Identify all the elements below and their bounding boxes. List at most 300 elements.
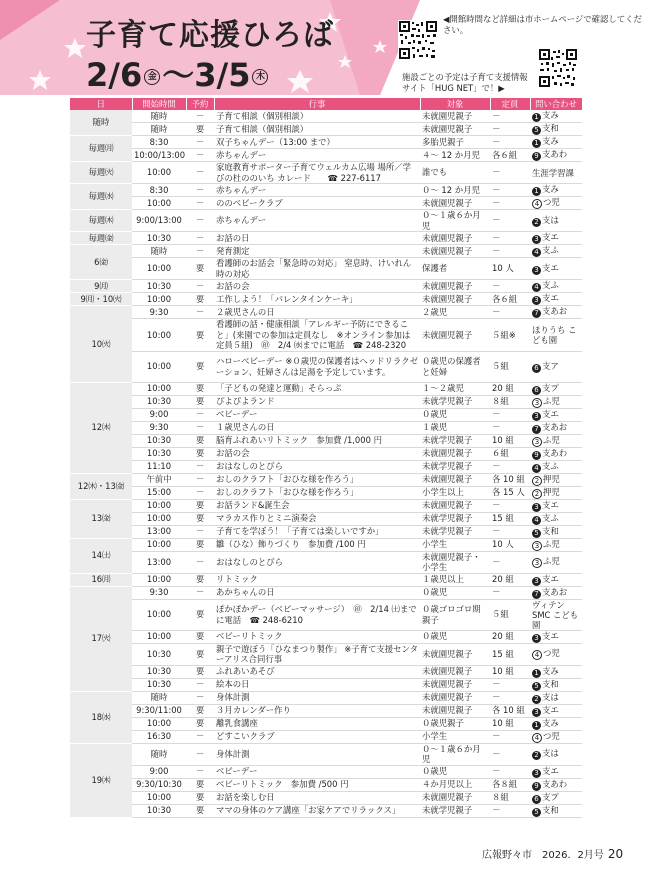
facility-number-badge: 4: [532, 650, 542, 660]
reservation-cell: 要: [186, 395, 214, 408]
start-time-cell: 10:00: [132, 791, 186, 804]
capacity-cell: 各６組: [490, 149, 530, 162]
table-row: [70, 665, 582, 678]
target-cell: 未就園児親子: [420, 665, 490, 678]
inquiry-cell: [530, 434, 582, 447]
column-header-inquiry: 問い合わせ: [530, 98, 582, 110]
reservation-cell: 要: [186, 599, 214, 630]
start-time-cell: 随時: [132, 123, 186, 136]
reservation-cell: －: [186, 473, 214, 486]
capacity-cell: 20 組: [490, 630, 530, 643]
target-cell: ０〜１歳６か月児: [420, 210, 490, 232]
facility-number-badge: 2: [532, 489, 542, 499]
inquiry-cell: [530, 743, 582, 765]
facility-number-badge: 5: [532, 126, 541, 135]
reservation-cell: －: [186, 210, 214, 232]
capacity-cell: －: [490, 408, 530, 421]
facility-name: 支和: [542, 525, 559, 536]
table-row: [70, 421, 582, 434]
facility-number-badge: 7: [532, 425, 541, 434]
capacity-cell: －: [490, 421, 530, 434]
facility-name: 支エ: [542, 262, 559, 273]
inquiry-cell: [530, 599, 582, 630]
event-cell: お話の会: [214, 280, 420, 293]
start-time-cell: 10:00: [132, 197, 186, 210]
column-header-date: 日: [70, 98, 132, 110]
facility-name: 支和: [542, 123, 559, 133]
table-row: [70, 691, 582, 704]
capacity-cell: －: [490, 551, 530, 573]
table-row: [70, 306, 582, 319]
event-cell: リトミック: [214, 573, 420, 586]
reservation-cell: －: [186, 184, 214, 197]
date-cell: 14㈯: [70, 538, 132, 573]
table-row: [70, 499, 582, 512]
facility-number-badge: 1: [532, 139, 541, 148]
target-cell: 多胎児親子: [420, 136, 490, 149]
facility-name: 支プ: [542, 382, 559, 393]
inquiry-cell: [530, 586, 582, 599]
capacity-cell: 10 人: [490, 258, 530, 280]
capacity-cell: ５組: [490, 351, 530, 382]
event-cell: 「子どもの発達と運動」そらっぷ: [214, 382, 420, 395]
event-cell: 赤ちゃんデー: [214, 149, 420, 162]
target-cell: ０歳児の保護者と妊婦: [420, 351, 490, 382]
facility-number-badge: 6: [532, 386, 541, 395]
facility-name: 支エ: [542, 765, 559, 776]
capacity-cell: 各 10 組: [490, 704, 530, 717]
header: [0, 0, 652, 95]
table-row: [70, 704, 582, 717]
event-cell: ベビーリトミック: [214, 630, 420, 643]
start-time-cell: 9:00: [132, 765, 186, 778]
table-row: [70, 136, 582, 149]
reservation-cell: 要: [186, 665, 214, 678]
page-number: 20: [607, 847, 624, 861]
event-cell: マラカス作りとミニ演奏会: [214, 512, 420, 525]
facility-name: 支ふ: [542, 512, 559, 523]
table-row: [70, 434, 582, 447]
table-row: [70, 573, 582, 586]
inquiry-cell: [530, 184, 582, 197]
inquiry-cell: [530, 765, 582, 778]
start-time-cell: 10:30: [132, 232, 186, 245]
facility-name: 押児: [543, 486, 560, 497]
capacity-cell: －: [490, 499, 530, 512]
facility-name: 支あお: [542, 306, 568, 316]
target-cell: 誰でも: [420, 162, 490, 184]
event-cell: おはなしのとびら: [214, 551, 420, 573]
date-cell: 随時: [70, 110, 132, 136]
event-cell: 子育て相談（個別相談）: [214, 123, 420, 136]
target-cell: ２歳児: [420, 306, 490, 319]
start-time-cell: 10:00/13:00: [134, 149, 186, 160]
facility-name: 押児: [543, 473, 560, 484]
capacity-cell: －: [490, 197, 530, 210]
reservation-cell: 要: [186, 123, 214, 136]
facility-name: ふ児: [543, 556, 560, 566]
reservation-cell: 要: [186, 704, 214, 717]
table-row: [70, 512, 582, 525]
capacity-cell: ６組: [490, 447, 530, 460]
capacity-cell: ５組: [490, 599, 530, 630]
event-cell: 絵本の日: [214, 678, 420, 691]
date-cell: 毎週㈪: [70, 136, 132, 162]
inquiry-cell: [530, 778, 582, 791]
reservation-cell: 要: [186, 293, 214, 306]
date-cell: 毎週㈭: [70, 210, 132, 232]
date-cell: 6㈮: [70, 245, 132, 280]
reservation-cell: 要: [186, 351, 214, 382]
start-time-cell: 10:30: [132, 678, 186, 691]
capacity-cell: －: [490, 691, 530, 704]
capacity-cell: －: [490, 136, 530, 149]
facility-number-badge: 4: [532, 248, 541, 257]
event-cell: お話の会: [214, 447, 420, 460]
facility-number-badge: 7: [532, 590, 541, 599]
reservation-cell: 要: [186, 573, 214, 586]
capacity-cell: 各８組: [490, 778, 530, 791]
reservation-cell: 要: [186, 643, 214, 665]
facility-name: 支エ: [542, 408, 559, 419]
start-time-cell: 随時: [132, 110, 186, 123]
target-cell: 未就園児親子: [420, 691, 490, 704]
target-cell: 小学生以上: [420, 486, 490, 499]
facility-name: 支エ: [542, 704, 559, 715]
event-cell: お話ランド&誕生会: [214, 499, 420, 512]
event-cell: ふれあいあそび: [214, 665, 420, 678]
reservation-cell: －: [186, 136, 214, 149]
inquiry-cell: [530, 643, 582, 665]
facility-number-badge: 2: [532, 476, 542, 486]
target-cell: １歳児以上: [420, 573, 490, 586]
event-cell: ハローベビーデー ※０歳児の保護者はヘッドリラクゼーション、妊婦さんは足湯を予定しています。: [214, 351, 420, 382]
facility-name: 支あお: [542, 421, 568, 432]
inquiry-cell: [530, 630, 582, 643]
table-row: [70, 408, 582, 421]
capacity-cell: －: [490, 730, 530, 743]
inquiry-cell: [530, 704, 582, 717]
start-time-cell: 10:30: [132, 804, 186, 817]
capacity-cell: －: [490, 306, 530, 319]
reservation-cell: 要: [186, 791, 214, 804]
inquiry-cell: [530, 717, 582, 730]
inquiry-cell: [530, 499, 582, 512]
date-cell: 18㈬: [70, 691, 132, 743]
table-row: [70, 280, 582, 293]
target-cell: 未就園児親子: [420, 123, 490, 136]
capacity-cell: 20 組: [490, 573, 530, 586]
capacity-cell: －: [490, 804, 530, 817]
reservation-cell: －: [186, 730, 214, 743]
facility-name: つ児: [543, 730, 560, 741]
capacity-cell: 各 10 組: [490, 473, 530, 486]
table-row: [70, 678, 582, 691]
event-cell: １歳児さんの日: [214, 421, 420, 434]
start-time-cell: 15:00: [132, 486, 186, 499]
target-cell: 未就園児親子: [420, 280, 490, 293]
start-time-cell: 10:00: [132, 162, 186, 184]
facility-name: 支和: [542, 678, 559, 689]
qr-code-hug-net[interactable]: [538, 48, 578, 88]
target-cell: ０歳児: [420, 408, 490, 421]
facility-number-badge: 6: [532, 364, 541, 373]
table-row: [70, 197, 582, 210]
capacity-cell: 各 15 人: [490, 486, 530, 499]
reservation-cell: 要: [186, 382, 214, 395]
date-start-weekday: 金: [144, 69, 160, 85]
table-row: [70, 730, 582, 743]
event-cell: どすこいクラブ: [214, 730, 420, 743]
event-cell: 看護師のお話会「緊急時の対応」 窒息時、けいれん時の対応: [214, 258, 420, 280]
facility-name: 支プ: [542, 791, 559, 802]
reservation-cell: －: [186, 586, 214, 599]
event-cell: 双子ちゃんデー（13:00 まで）: [214, 136, 420, 149]
reservation-cell: －: [186, 408, 214, 421]
event-cell: 赤ちゃんデー: [214, 210, 420, 232]
inquiry-cell: [530, 447, 582, 460]
event-cell: ベビーデー: [214, 408, 420, 421]
target-cell: ０〜１歳６か月児: [420, 743, 490, 765]
target-cell: 小学生: [420, 730, 490, 743]
facility-number-badge: 1: [532, 113, 541, 122]
inquiry-cell: [530, 538, 582, 551]
inquiry-cell: [530, 306, 582, 319]
facility-name: 支エ: [542, 293, 559, 303]
facility-number-badge: 1: [532, 721, 541, 730]
facility-number-badge: 3: [532, 235, 541, 244]
reservation-cell: 要: [186, 447, 214, 460]
qr-code-city-homepage[interactable]: [398, 20, 438, 60]
event-cell: ぽかぽかデー（ベビーマッサージ） ㊞ 2/14 ㈯までに電話 ☎ 248-6210: [214, 599, 420, 630]
facility-name: 支あわ: [542, 778, 568, 789]
date-cell: 17㈫: [70, 586, 132, 691]
event-cell: ベビーデー: [214, 765, 420, 778]
capacity-cell: ５組※: [490, 319, 530, 352]
inquiry-cell: [530, 512, 582, 525]
start-time-cell: 11:10: [132, 460, 186, 473]
facility-number-badge: 2: [532, 751, 541, 760]
event-cell: 看護師の話・健康相談「アレルギー予防にできること」(来園での参加は定員なし ※オンライン参加は定員５組) ㊞ 2/4 ㈬までに電話 ☎ 248-2320: [214, 319, 420, 352]
inquiry-cell: [530, 136, 582, 149]
inquiry-cell: [530, 525, 582, 538]
facility-number-badge: 1: [532, 669, 541, 678]
capacity-cell: －: [490, 245, 530, 258]
table-row: [70, 319, 582, 352]
facility-number-badge: 9: [532, 782, 541, 791]
event-cell: お話の日: [214, 232, 420, 245]
date-cell: 9㈪・10㈫: [70, 293, 132, 306]
event-cell: 雛（ひな）飾りづくり 参加費 /100 円: [214, 538, 420, 551]
target-cell: 未就園児親子: [420, 704, 490, 717]
table-row: [70, 245, 582, 258]
start-time-cell: 10:00: [132, 293, 186, 306]
table-row: [70, 162, 582, 184]
inquiry-cell: [530, 232, 582, 245]
facility-name: ふ児: [543, 434, 560, 445]
capacity-cell: ８組: [490, 791, 530, 804]
target-cell: ４〜 12 か月児: [420, 149, 490, 162]
reservation-cell: 要: [186, 804, 214, 817]
event-cell: あかちゃんの日: [214, 586, 420, 599]
table-row: [70, 643, 582, 665]
table-row: [70, 778, 582, 791]
reservation-cell: －: [186, 149, 214, 162]
facility-number-badge: 3: [532, 398, 542, 408]
capacity-cell: 10 人: [490, 538, 530, 551]
reservation-cell: 要: [186, 512, 214, 525]
target-cell: 未就学児親子: [420, 434, 490, 447]
event-cell: お話を楽しむ日: [214, 791, 420, 804]
target-cell: ０歳児: [420, 586, 490, 599]
table-row: [70, 586, 582, 599]
event-cell: 親子で遊ぼう「ひなまつり製作」 ※子育て支援センターアリス合同行事: [214, 643, 420, 665]
date-cell: 10㈫: [70, 306, 132, 383]
start-time-cell: 随時: [132, 743, 186, 765]
start-time-cell: 10:30: [132, 280, 186, 293]
capacity-cell: 10 組: [490, 434, 530, 447]
table-row: [70, 447, 582, 460]
date-range: [86, 50, 270, 96]
inquiry-cell: [530, 149, 582, 162]
event-cell: 子育て相談（個別相談）: [214, 110, 420, 123]
event-cell: 脳育ふれあいリトミック 参加費 /1,000 円: [214, 434, 420, 447]
target-cell: 小学生: [420, 538, 490, 551]
table-row: [70, 765, 582, 778]
event-cell: 家庭教育サポーター子育てウェルカム広場 場所／学びの杜ののいち カレード ☎ 227-6117: [214, 162, 420, 184]
target-cell: 未就園児親子: [420, 678, 490, 691]
start-time-cell: 随時: [132, 691, 186, 704]
start-time-cell: 10:00: [132, 717, 186, 730]
reservation-cell: －: [186, 486, 214, 499]
footer: [482, 846, 623, 861]
start-time-cell: 10:30: [132, 447, 186, 460]
start-time-cell: 13:00: [132, 551, 186, 573]
date-cell: 19㈭: [70, 743, 132, 817]
target-cell: 未就園児親子: [420, 447, 490, 460]
column-header-start-time: 開始時間: [132, 98, 186, 110]
facility-number-badge: 4: [532, 283, 541, 292]
inquiry-cell: [530, 351, 582, 382]
facility-number-badge: 5: [532, 808, 541, 817]
date-separator: 〜: [162, 56, 195, 94]
date-cell: 毎週㈮: [70, 232, 132, 245]
capacity-cell: 20 組: [490, 382, 530, 395]
facility-number-badge: 3: [532, 296, 541, 305]
facility-number-badge: 3: [532, 577, 541, 586]
capacity-cell: 10 組: [490, 665, 530, 678]
facility-name: ほりうち こども園: [532, 324, 577, 345]
target-cell: ０歳児: [420, 630, 490, 643]
inquiry-cell: [530, 197, 582, 210]
start-time-cell: 9:30: [132, 306, 186, 319]
inquiry-cell: [530, 691, 582, 704]
inquiry-cell: [530, 245, 582, 258]
capacity-cell: －: [490, 162, 530, 184]
target-cell: 未就園児親子: [420, 197, 490, 210]
capacity-cell: －: [490, 123, 530, 136]
inquiry-cell: [530, 258, 582, 280]
table-row: [70, 551, 582, 573]
reservation-cell: －: [186, 678, 214, 691]
facility-name: 支あわ: [542, 447, 568, 458]
reservation-cell: －: [186, 110, 214, 123]
facility-name: 支ア: [542, 360, 559, 371]
target-cell: 未就園児親子: [420, 110, 490, 123]
reservation-cell: －: [186, 525, 214, 538]
facility-number-badge: 5: [532, 682, 541, 691]
target-cell: 未就園児親子: [420, 473, 490, 486]
reservation-cell: 要: [186, 319, 214, 352]
event-cell: 子育てを学ぼう！「子育ては楽しいですか」: [214, 525, 420, 538]
facility-number-badge: 3: [532, 708, 541, 717]
table-row: [70, 599, 582, 630]
target-cell: 未就園児親子: [420, 293, 490, 306]
start-time-cell: 13:00: [132, 525, 186, 538]
facility-number-badge: 2: [532, 695, 541, 704]
date-cell: 13㈮: [70, 499, 132, 538]
capacity-cell: －: [490, 586, 530, 599]
start-time-cell: 10:00: [132, 630, 186, 643]
target-cell: １歳児: [420, 421, 490, 434]
inquiry-cell: [530, 210, 582, 232]
capacity-cell: －: [490, 460, 530, 473]
table-row: [70, 717, 582, 730]
facility-name: 支ふ: [542, 245, 559, 255]
start-time-cell: 10:30: [132, 395, 186, 408]
capacity-cell: 15 組: [490, 512, 530, 525]
facility-name: 支み: [542, 717, 559, 728]
facility-number-badge: 7: [532, 309, 541, 318]
table-row: [70, 395, 582, 408]
event-cell: おしのクラフト「おひな様を作ろう」: [214, 473, 420, 486]
start-time-cell: 10:00: [132, 599, 186, 630]
capacity-cell: ８組: [490, 395, 530, 408]
event-cell: ぴよぴよランド: [214, 395, 420, 408]
facility-name: 支は: [542, 748, 559, 758]
inquiry-cell: [530, 473, 582, 486]
start-time-cell: 8:30: [132, 184, 186, 197]
table-row: [70, 804, 582, 817]
date-cell: 毎週㈬: [70, 184, 132, 210]
facility-name: つ児: [543, 648, 560, 658]
start-time-cell: 10:30: [132, 434, 186, 447]
capacity-cell: －: [490, 525, 530, 538]
event-cell: 身体計測: [214, 743, 420, 765]
reservation-cell: 要: [186, 778, 214, 791]
column-header-event: 行事: [214, 98, 420, 110]
reservation-cell: －: [186, 691, 214, 704]
facility-number-badge: 4: [532, 516, 541, 525]
facility-name: ヴィテンSMC こども園: [532, 599, 579, 630]
reservation-cell: －: [186, 551, 214, 573]
facility-name: 支あわ: [542, 149, 568, 159]
inquiry-cell: [530, 395, 582, 408]
target-cell: 未就園児親子: [420, 319, 490, 352]
inquiry-cell: [530, 678, 582, 691]
facility-number-badge: 9: [532, 451, 541, 460]
date-cell: 12㈭・13㈮: [70, 473, 132, 499]
table-row: [70, 258, 582, 280]
capacity-cell: 15 組: [490, 643, 530, 665]
table-row: [70, 486, 582, 499]
date-start: 2/6: [86, 56, 143, 94]
start-time-cell: 10:00: [132, 351, 186, 382]
start-time-cell: 9:00: [132, 408, 186, 421]
table-row: [70, 123, 582, 136]
start-time-cell: 9:00/13:00: [132, 210, 186, 232]
facility-name: 生涯学習課: [532, 167, 574, 178]
